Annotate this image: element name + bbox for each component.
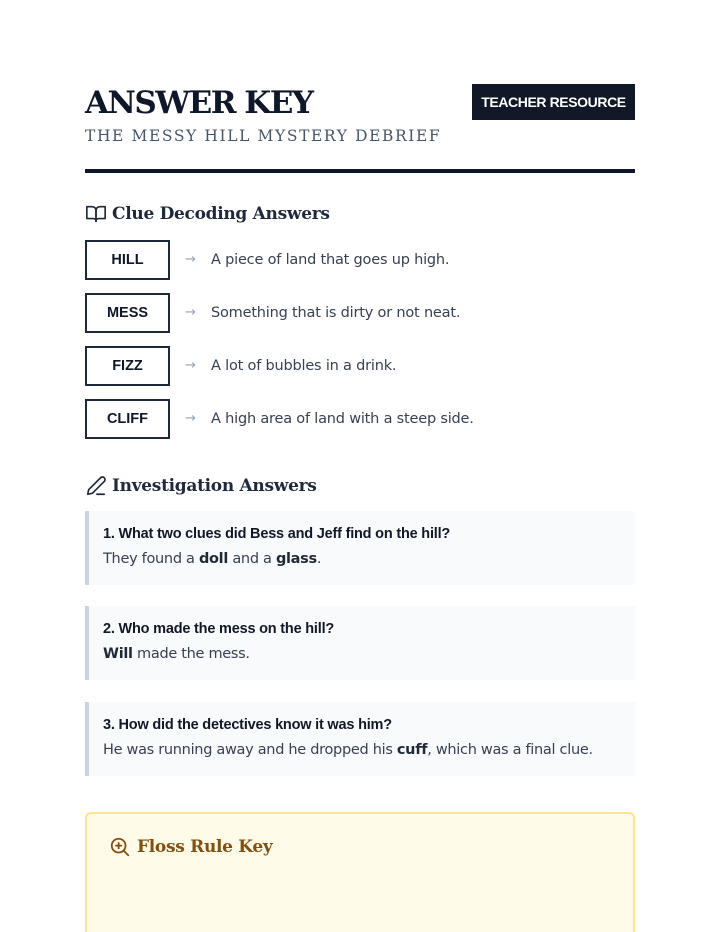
answer-fragment: made the mess. [132, 646, 250, 662]
answer-fragment: and a [228, 551, 276, 567]
answer-fragment: , which was a final clue. [427, 742, 593, 758]
investigation-title: Investigation Answers [112, 476, 317, 496]
question-text: 2. Who made the mess on the hill? [103, 621, 335, 637]
arrow-right-icon: → [185, 358, 196, 373]
answer-keyword: Will [103, 646, 133, 662]
clue-meaning: A lot of bubbles in a drink. [211, 358, 397, 374]
answer-keyword: cuff [396, 742, 428, 758]
clue-word: FIZZ [85, 346, 170, 386]
page-header [85, 84, 635, 174]
pencil-icon [85, 475, 107, 497]
answer-keyword: glass [275, 551, 317, 567]
answer-fragment: . [316, 551, 322, 567]
clue-word: MESS [85, 293, 170, 333]
clue-row [85, 293, 635, 333]
arrow-right-icon: → [185, 411, 196, 426]
question-text: 1. What two clues did Bess and Jeff find on the hill? [103, 526, 451, 542]
answer-text [103, 742, 593, 758]
investigation-heading [85, 473, 317, 499]
question-text: 3. How did the detectives know it was him? [103, 717, 392, 733]
clue-row [85, 399, 635, 439]
floss-rule-title: Floss Rule Key [137, 837, 273, 857]
clue-decoding-heading [85, 201, 330, 227]
clue-meaning: A high area of land with a steep side. [211, 411, 474, 427]
floss-rule-heading [109, 836, 273, 858]
book-icon [85, 203, 107, 225]
header-divider [85, 169, 635, 173]
answer-text [103, 646, 250, 662]
clue-word: CLIFF [85, 399, 170, 439]
qa-block [85, 702, 635, 776]
clue-row [85, 240, 635, 280]
arrow-right-icon: → [185, 252, 196, 267]
floss-rule-card [85, 812, 635, 932]
qa-block [85, 511, 635, 585]
magnifier-plus-icon [109, 836, 131, 858]
clue-word: HILL [85, 240, 170, 280]
answer-fragment: They found a [103, 551, 199, 567]
answer-key-page [85, 0, 635, 932]
answer-keyword: doll [198, 551, 229, 567]
arrow-right-icon: → [185, 305, 196, 320]
clue-meaning: A piece of land that goes up high. [211, 252, 450, 268]
clue-meaning: Something that is dirty or not neat. [211, 305, 461, 321]
qa-block [85, 606, 635, 680]
teacher-resource-badge: TEACHER RESOURCE [472, 84, 635, 120]
answer-fragment: He was running away and he dropped his [103, 742, 397, 758]
page-subtitle: THE MESSY HILL MYSTERY DEBRIEF [85, 127, 442, 145]
answer-text [103, 551, 321, 567]
clue-decoding-title: Clue Decoding Answers [112, 204, 330, 224]
page-title: ANSWER KEY [85, 85, 313, 121]
clue-row [85, 346, 635, 386]
